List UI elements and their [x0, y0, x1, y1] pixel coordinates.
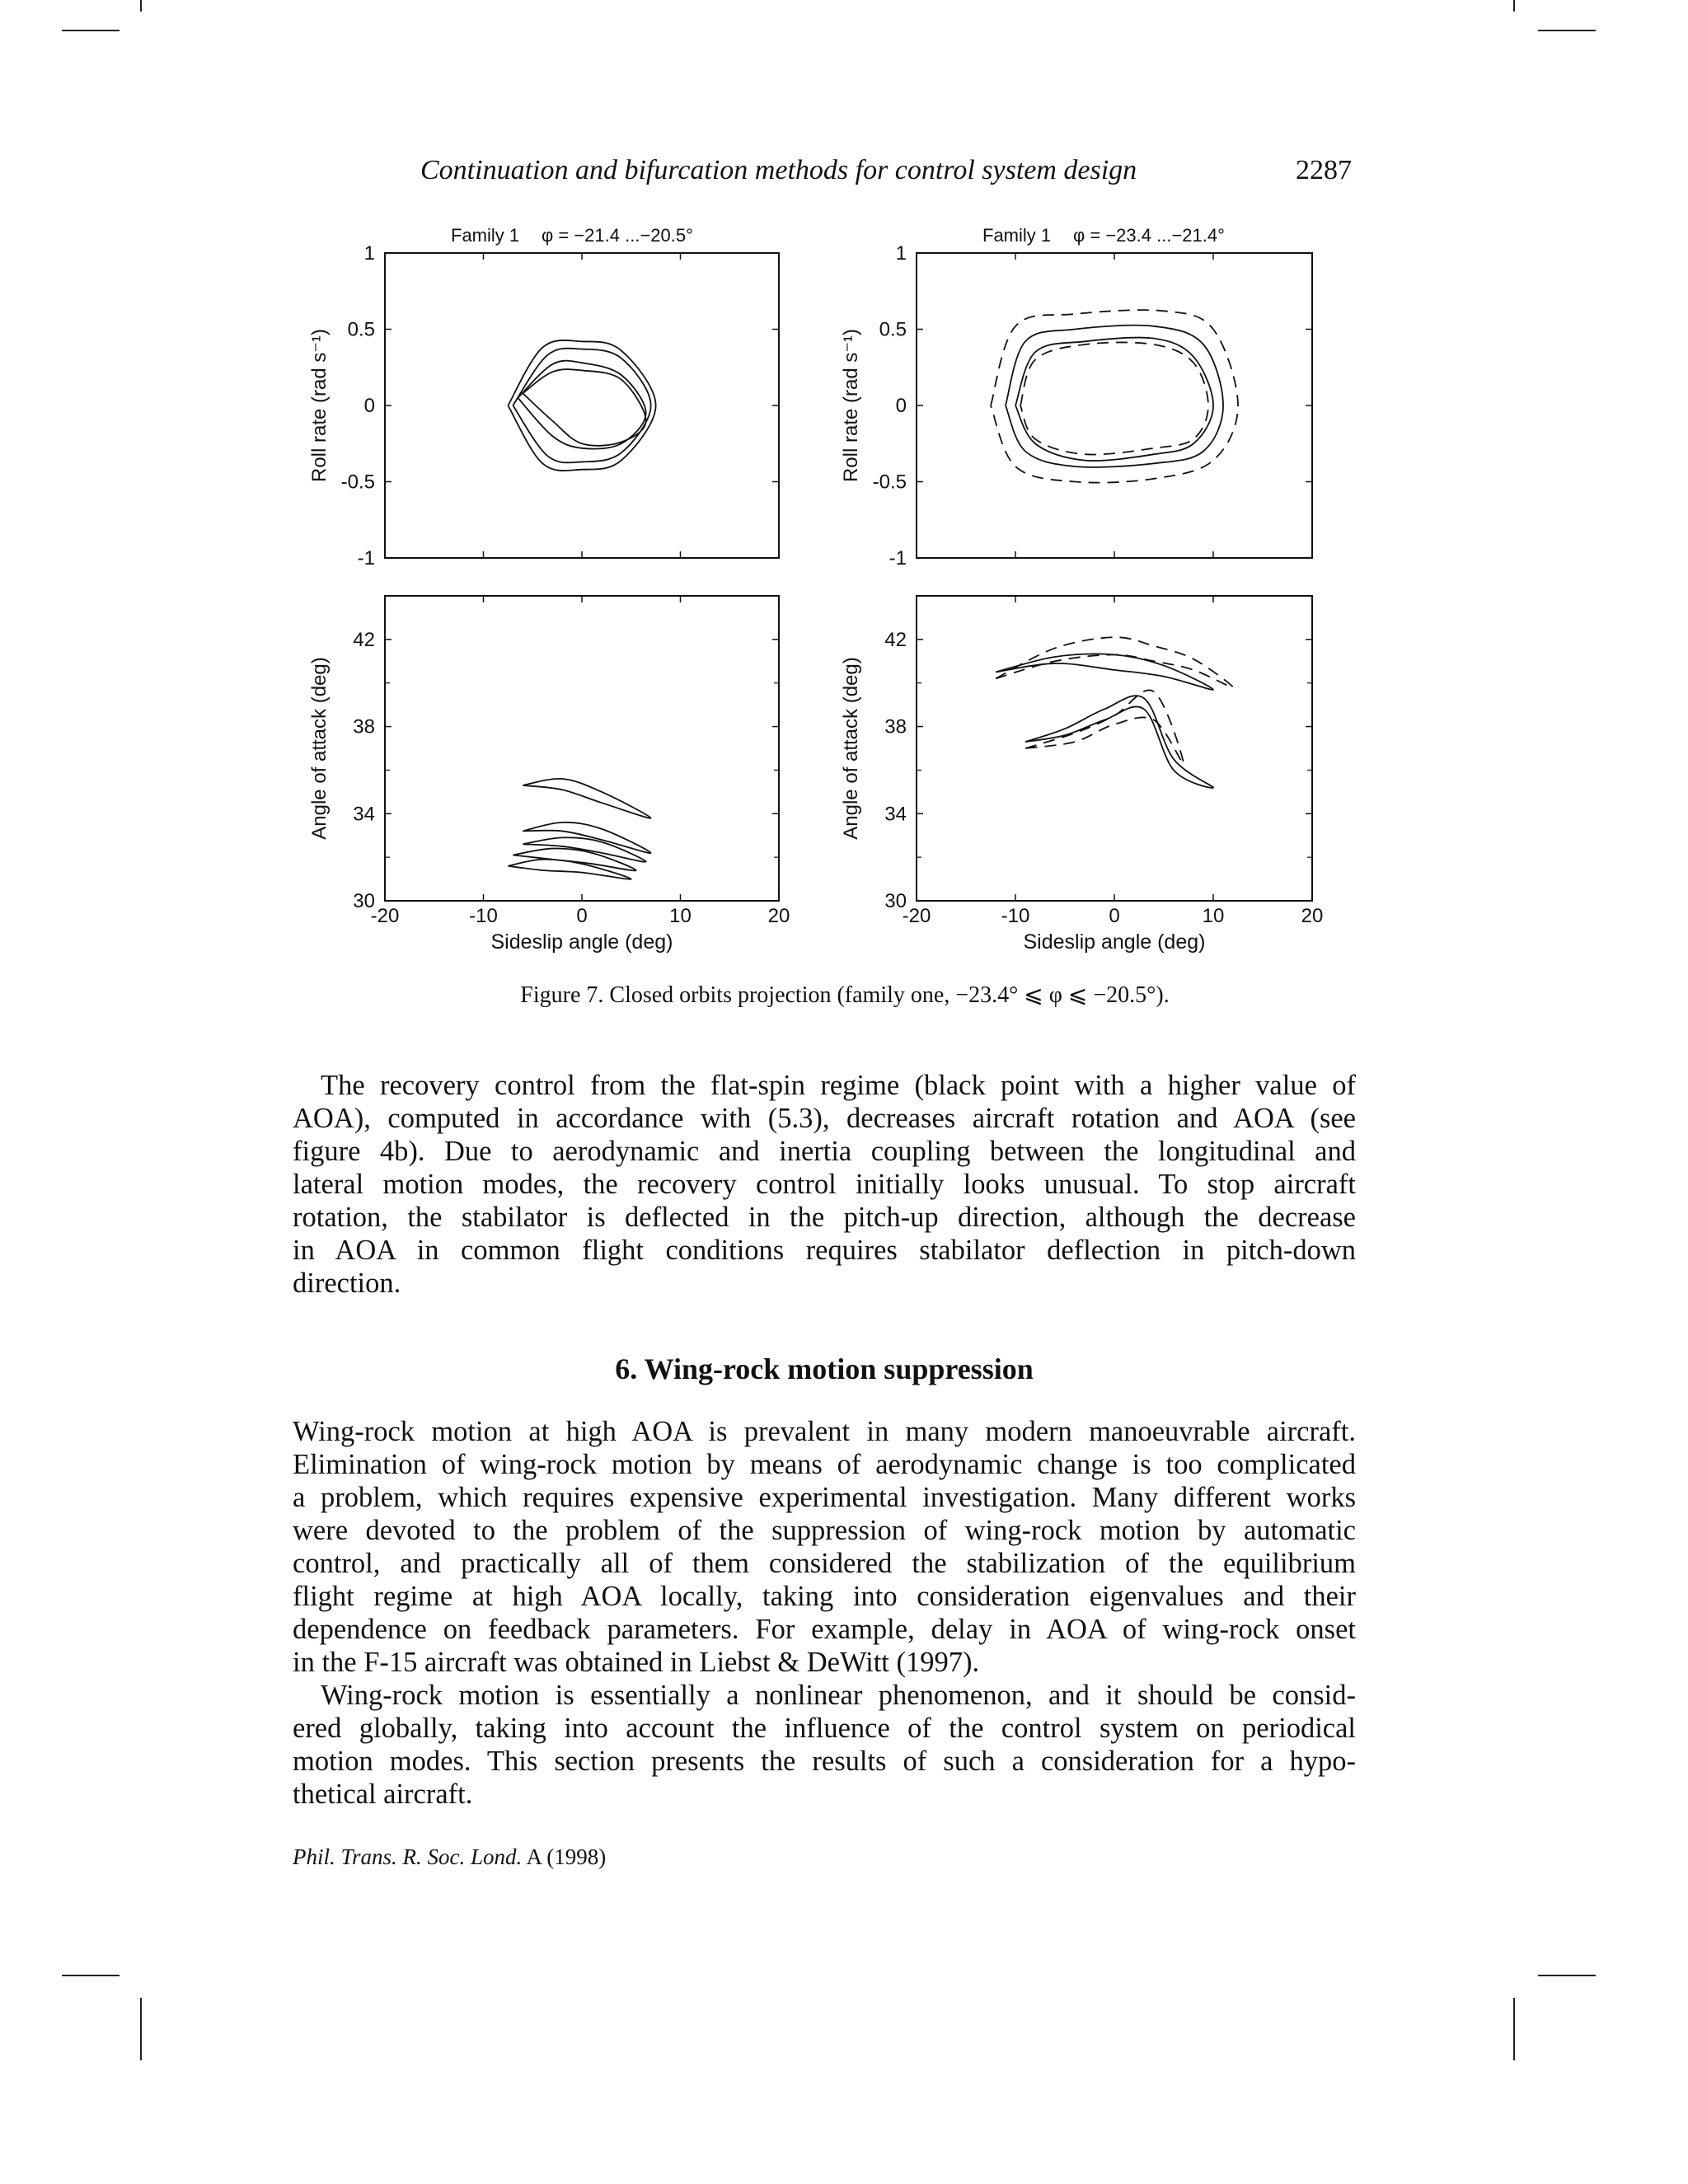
- orbit-curve: [1015, 337, 1213, 461]
- x-tick-label: 20: [1301, 905, 1324, 927]
- y-tick-label: 38: [884, 715, 907, 738]
- panel-title-range: φ = −21.4 ...−20.5°: [542, 225, 693, 246]
- crop-mark: [62, 30, 120, 31]
- paragraph-recovery-control: [293, 1069, 1356, 1300]
- y-tick-label: 0: [363, 395, 375, 417]
- y-tick-label: 38: [353, 715, 375, 738]
- orbit-curve: [1025, 696, 1213, 788]
- text-line: direction.: [293, 1268, 401, 1299]
- orbit-curve: [1020, 342, 1208, 454]
- orbit-curve: [518, 361, 645, 449]
- y-tick-label: 0.5: [879, 318, 907, 341]
- y-tick-label: -0.5: [872, 471, 907, 494]
- y-tick-label: 34: [353, 803, 375, 826]
- paragraph-wing-rock-intro: [293, 1415, 1356, 1679]
- x-tick-label: 10: [1202, 905, 1225, 927]
- panel-title-family: Family 1: [451, 225, 520, 246]
- x-tick-label: -10: [1001, 905, 1030, 927]
- crop-mark: [140, 1998, 142, 2060]
- y-axis-label: Roll rate (rad s⁻¹): [308, 328, 331, 483]
- text-line: figure 4b). Due to aerodynamic and inertia coupling between the longitudinal and: [293, 1136, 1356, 1167]
- y-tick-label: 30: [884, 890, 907, 912]
- y-axis-label: Roll rate (rad s⁻¹): [840, 328, 862, 483]
- text-line: in AOA in common flight conditions requires stabilator deflection in pitch-down: [293, 1235, 1356, 1266]
- y-tick-label: 0.5: [347, 318, 375, 341]
- orbit-curve: [523, 779, 650, 818]
- text-line: ered globally, taking into account the influence of the control system on periodical: [293, 1713, 1356, 1744]
- running-head: [420, 155, 1352, 186]
- y-tick-label: 30: [353, 890, 375, 912]
- crop-mark: [1513, 1998, 1515, 2060]
- plot-frame: [385, 253, 779, 558]
- text-line: a problem, which requires expensive experimental investigation. Many different works: [293, 1482, 1356, 1513]
- x-tick-label: -20: [370, 905, 400, 927]
- text-line: dependence on feedback parameters. For example, delay in AOA of wing-rock onset: [293, 1614, 1356, 1645]
- y-tick-label: -1: [357, 547, 375, 569]
- orbit-curve: [508, 340, 655, 471]
- y-tick-label: -1: [889, 547, 907, 569]
- orbit-curve: [508, 860, 631, 879]
- footer-series-year: A (1998): [526, 1844, 607, 1869]
- y-tick-label: 42: [884, 628, 907, 651]
- panel-title-family: Family 1: [982, 225, 1052, 246]
- section-heading: 6. Wing-rock motion suppression: [615, 1352, 1034, 1385]
- x-axis-label: Sideslip angle (deg): [490, 930, 673, 954]
- x-tick-label: 10: [669, 905, 692, 927]
- running-head-title: Continuation and bifurcation methods for control system design: [420, 155, 1137, 185]
- text-line: AOA), computed in accordance with (5.3), decreases aircraft rotation and AOA (see: [293, 1103, 1356, 1134]
- text-line: thetical aircraft.: [293, 1779, 473, 1810]
- orbit-curve: [513, 349, 650, 463]
- figure-caption: Figure 7. Closed orbits projection (family one, −23.4° ⩽ φ ⩽ −20.5°).: [520, 982, 1170, 1008]
- footer: [293, 1844, 606, 1870]
- figure-7: [297, 210, 1385, 960]
- footer-journal: Phil. Trans. R. Soc. Lond.: [293, 1844, 523, 1869]
- text-line: lateral motion modes, the recovery control initially looks unusual. To stop aircraft: [293, 1169, 1356, 1200]
- x-tick-label: 20: [767, 905, 790, 927]
- x-tick-label: 0: [576, 905, 588, 927]
- plot-frame: [385, 596, 779, 901]
- text-line: rotation, the stabilator is deflected in the pitch-up direction, although the decrease: [293, 1202, 1356, 1233]
- y-tick-label: 1: [895, 242, 907, 265]
- orbit-curve: [996, 654, 1213, 689]
- crop-mark: [62, 1975, 120, 1976]
- text-line: control, and practically all of them considered the stabilization of the equilibrium: [293, 1548, 1356, 1579]
- y-axis-label: Angle of attack (deg): [308, 657, 331, 840]
- orbit-curve: [523, 823, 650, 853]
- y-tick-label: 34: [884, 803, 907, 826]
- figure-7-svg: [297, 210, 1385, 960]
- text-line: Elimination of wing-rock motion by means of aerodynamic change is too complicated: [293, 1449, 1356, 1480]
- x-axis-label: Sideslip angle (deg): [1023, 930, 1206, 954]
- y-axis-label: Angle of attack (deg): [840, 657, 862, 840]
- x-tick-label: -20: [902, 905, 931, 927]
- y-tick-label: 1: [363, 242, 375, 265]
- text-line: were devoted to the problem of the suppression of wing-rock motion by automatic: [293, 1515, 1356, 1546]
- text-line: motion modes. This section presents the results of such a consideration for a hypo-: [293, 1746, 1356, 1777]
- y-tick-label: -0.5: [340, 471, 375, 494]
- y-tick-label: 42: [353, 628, 375, 651]
- plot-frame: [917, 596, 1312, 901]
- paragraph-wing-rock-nonlinear: [293, 1679, 1356, 1811]
- x-tick-label: -10: [469, 905, 498, 927]
- text-line: The recovery control from the flat-spin regime (black point with a higher value of: [321, 1070, 1356, 1101]
- page-number: 2287: [1296, 155, 1352, 185]
- text-line: Wing-rock motion is essentially a nonlinear phenomenon, and it should be consid-: [321, 1680, 1356, 1711]
- crop-mark: [1538, 1975, 1596, 1976]
- orbit-curve: [513, 848, 635, 870]
- text-line: flight regime at high AOA locally, taking into consideration eigenvalues and their: [293, 1581, 1356, 1612]
- text-line: Wing-rock motion at high AOA is prevalent in many modern manoeuvrable aircraft.: [293, 1416, 1356, 1447]
- crop-mark: [1538, 30, 1596, 31]
- y-tick-label: 0: [895, 395, 907, 417]
- orbit-curve: [991, 310, 1238, 482]
- plot-frame: [917, 253, 1312, 558]
- text-line: in the F-15 aircraft was obtained in Liebst & DeWitt (1997).: [293, 1647, 980, 1678]
- crop-mark: [1513, 0, 1515, 12]
- x-tick-label: 0: [1109, 905, 1120, 927]
- panel-title-range: φ = −23.4 ...−21.4°: [1073, 225, 1225, 246]
- crop-mark: [140, 0, 142, 12]
